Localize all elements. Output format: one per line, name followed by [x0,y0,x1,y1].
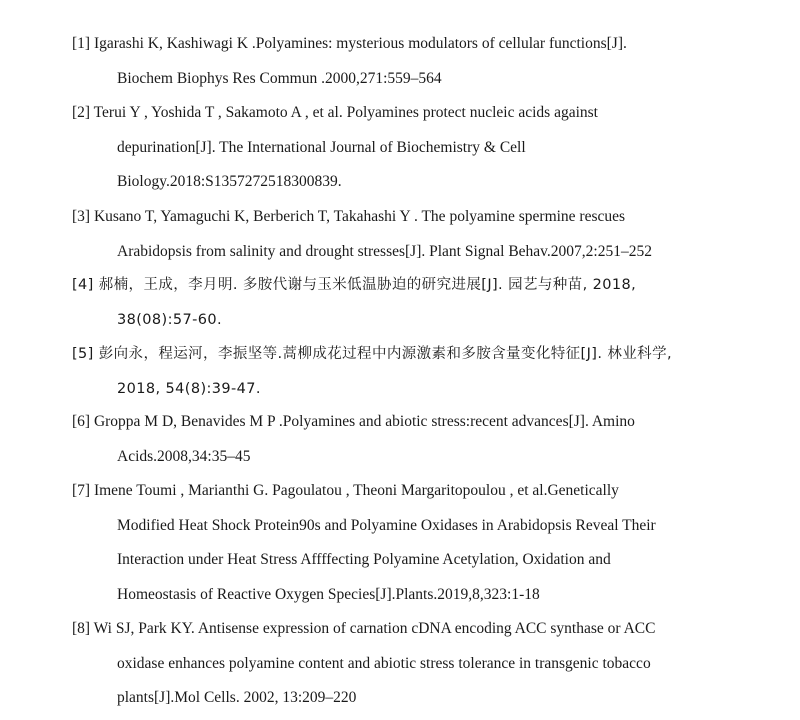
reference-line: [5] 彭向永，程运河，李振坚等.蒿柳成花过程中内源激素和多胺含量变化特征[J]. 林业科学, [72,346,672,362]
reference-line: Interaction under Heat Stress Affffecting Polyamine Acetylation, Oxidation and [117,551,611,568]
reference-line: Arabidopsis from salinity and drought stresses[J]. Plant Signal Behav.2007,2:251–252 [117,242,652,260]
reference-line: Acids.2008,34:35–45 [117,447,251,465]
reference-line: [7] Imene Toumi , Marianthi G. Pagoulatou , Theoni Margaritopoulou , et al.Genetically [72,482,619,499]
reference-line: Homeostasis of Reactive Oxygen Species[J].Plants.2019,8,323:1-18 [117,585,540,603]
reference-item-3 [72,200,792,269]
reference-line: oxidase enhances polyamine content and abiotic stress tolerance in transgenic tobacco [117,654,651,672]
reference-line: Modified Heat Shock Protein90s and Polyamine Oxidases in Arabidopsis Reveal Their [117,516,656,534]
reference-line: [3] Kusano T, Yamaguchi K, Berberich T, Takahashi Y . The polyamine spermine rescues [72,208,626,225]
reference-line: [2] Terui Y , Yoshida T , Sakamoto A , et al. Polyamines protect nucleic acids against [72,104,598,121]
reference-line: [1] Igarashi K, Kashiwagi K .Polyamines: mysterious modulators of cellular functions[J]. [72,35,627,52]
reference-line: plants[J].Mol Cells. 2002, 13:209–220 [117,689,357,706]
reference-item-6 [72,405,792,474]
reference-item-5 [72,337,792,406]
reference-line: [4] 郝楠，王成，李月明. 多胺代谢与玉米低温胁迫的研究进展[J]. 园艺与种苗, 2018, [72,277,637,293]
reference-line: [8] Wi SJ, Park KY. Antisense expression of carnation cDNA encoding ACC synthase or ACC [72,620,656,637]
reference-item-7 [72,474,792,612]
reference-line: depurination[J]. The International Journal of Biochemistry & Cell [117,138,526,156]
reference-item-8 [72,612,792,716]
reference-line: 2018, 54(8):39-47. [117,380,261,397]
reference-line: Biology.2018:S1357272518300839. [117,173,342,190]
reference-item-4 [72,268,792,337]
reference-line: Biochem Biophys Res Commun .2000,271:559–564 [117,69,442,87]
reference-line: [6] Groppa M D, Benavides M P .Polyamines and abiotic stress:recent advances[J]. Amino [72,413,635,430]
reference-line: 38(08):57-60. [117,311,223,328]
reference-item-2 [72,96,792,200]
reference-item-1 [72,27,792,96]
